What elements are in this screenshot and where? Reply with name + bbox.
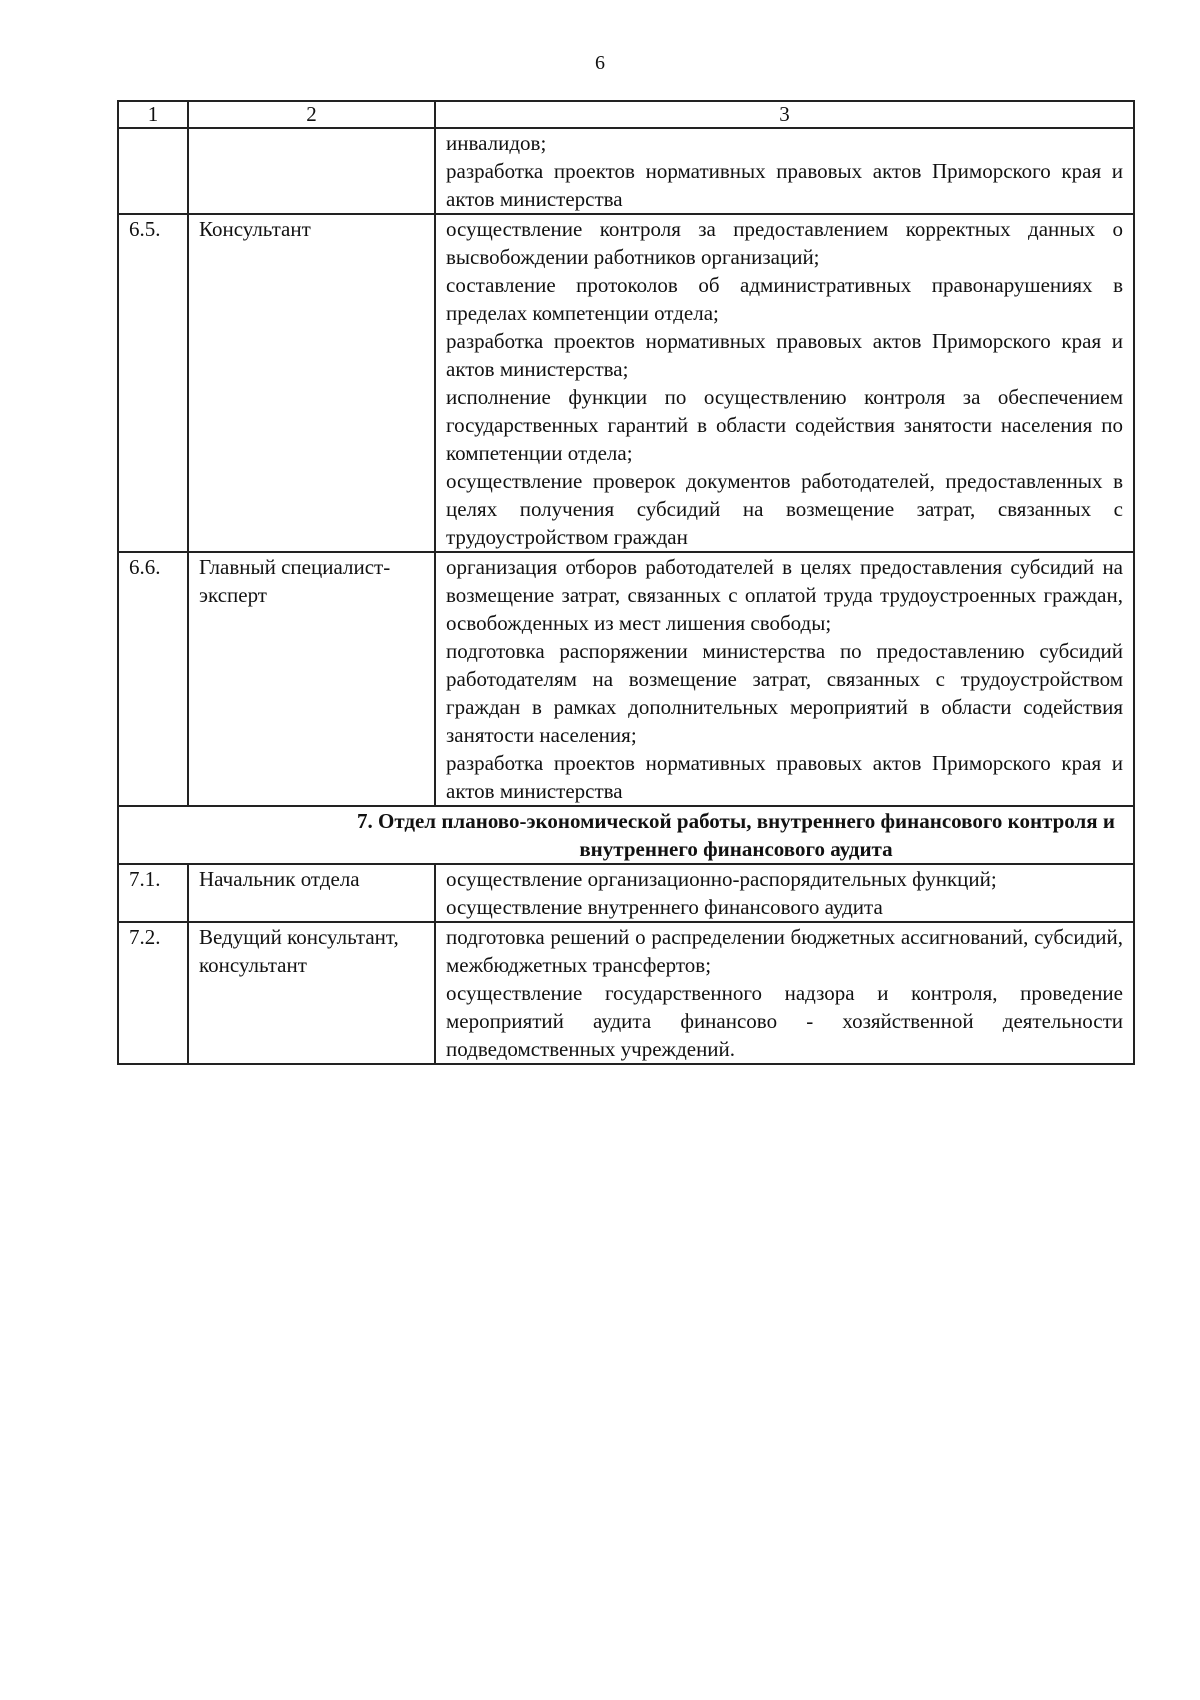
row-position: Главный специалист-эксперт [188,552,435,806]
duty-item: разработка проектов нормативных правовых актов Приморского края и актов министерства [446,159,1123,211]
duty-item: исполнение функции по осуществлению контроля за обеспечением государственных гарантий в области содействия занятости населения по компетенции отдела; [446,385,1123,465]
row-duties [435,552,1134,806]
duty-item: подготовка распоряжении министерства по предоставлению субсидий работодателям на возмещение затрат, связанных с трудоустройством граждан в рамках дополнительных мероприятий в области содействия занятости населения; [446,639,1123,747]
duty-item: осуществление внутреннего финансового аудита [446,895,883,919]
column-header-3: 3 [435,101,1134,128]
duty-item: подготовка решений о распределении бюджетных ассигнований, субсидий, межбюджетных трансфертов; [446,925,1123,977]
duty-item: разработка проектов нормативных правовых актов Приморского края и актов министерства; [446,329,1123,381]
row-number [118,128,188,214]
column-header-2: 2 [188,101,435,128]
section-header-row [118,806,1134,864]
row-position: Начальник отдела [188,864,435,922]
duty-item: разработка проектов нормативных правовых актов Приморского края и актов министерства [446,751,1123,803]
row-position: Консультант [188,214,435,552]
duty-item: организация отборов работодателей в целях предоставления субсидий на возмещение затрат, связанных с оплатой труда трудоустроенных граждан, освобожденных из мест лишения свободы; [446,555,1123,635]
row-duties [435,214,1134,552]
duty-item: осуществление проверок документов работодателей, предоставленных в целях получения субсидий на возмещение затрат, связанных с трудоустройством граждан [446,469,1123,549]
duty-item: осуществление организационно-распорядительных функций; [446,867,997,891]
row-number: 6.5. [118,214,188,552]
duty-item: осуществление контроля за предоставлением корректных данных о высвобождении работников организаций; [446,217,1123,269]
duty-item: осуществление государственного надзора и контроля, проведение мероприятий аудита финансово - хозяйственной деятельности подведомственных учреждений. [446,981,1123,1061]
duty-item: инвалидов; [446,131,547,155]
row-duties [435,128,1134,214]
duties-table [117,100,1135,1065]
table-row [118,214,1134,552]
row-number: 7.1. [118,864,188,922]
row-number: 6.6. [118,552,188,806]
row-number: 7.2. [118,922,188,1064]
row-position [188,128,435,214]
row-duties [435,922,1134,1064]
table-row [118,864,1134,922]
row-duties [435,864,1134,922]
row-position: Ведущий консультант, консультант [188,922,435,1064]
column-header-1: 1 [118,101,188,128]
page-number: 6 [595,52,605,74]
table-row-continued [118,128,1134,214]
table-row [118,922,1134,1064]
table-row [118,552,1134,806]
section-title: 7. Отдел планово-экономической работы, внутреннего финансового контроля и внутреннего финансового аудита [118,806,1134,864]
table-header-row [118,101,1134,128]
duty-item: составление протоколов об административных правонарушениях в пределах компетенции отдела; [446,273,1123,325]
